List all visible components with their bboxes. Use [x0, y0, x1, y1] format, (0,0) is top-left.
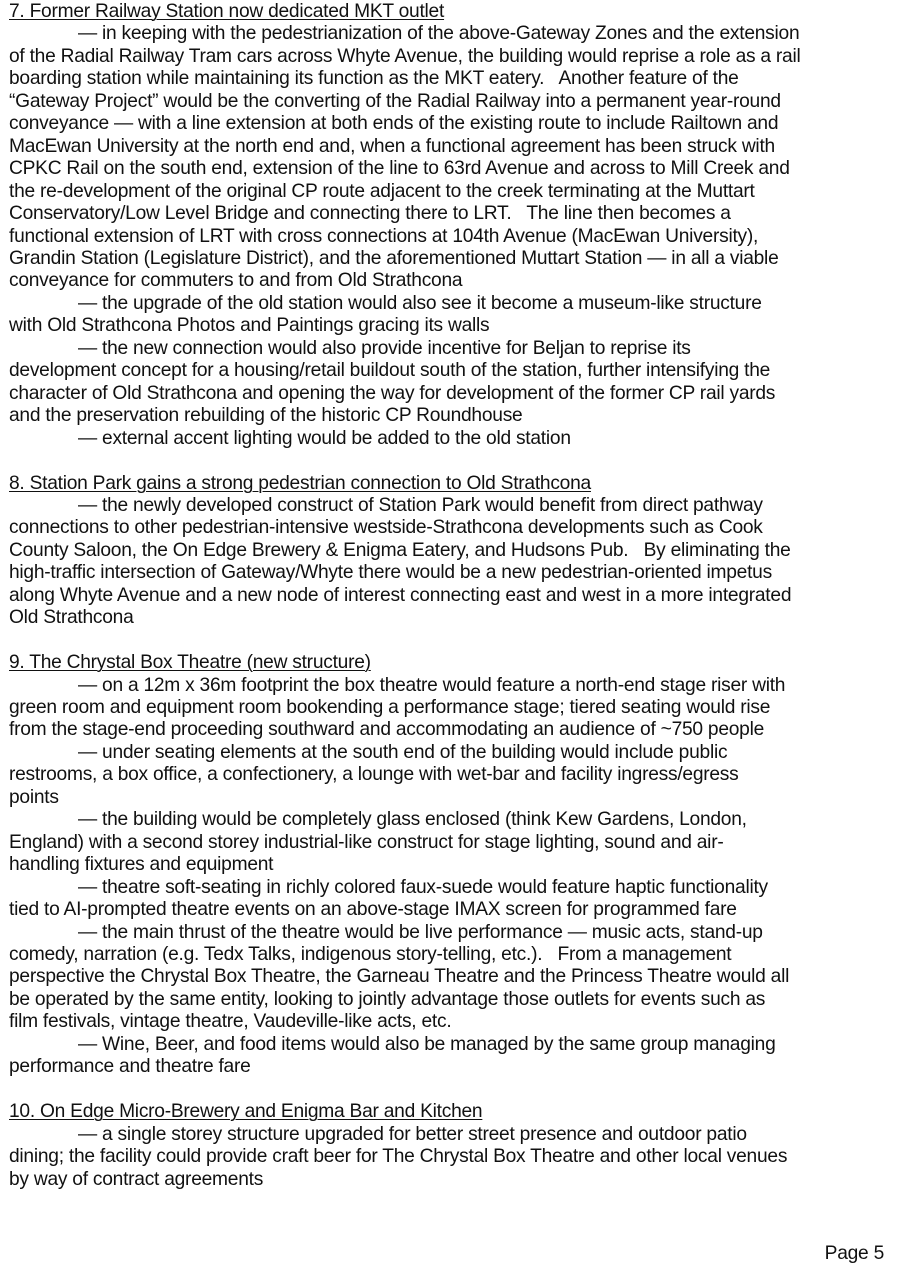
text-line: the re-development of the original CP route adjacent to the creek terminating at the Muttart — [9, 180, 755, 202]
text-line: character of Old Strathcona and opening the way for development of the former CP rail yards — [9, 382, 776, 404]
text-line: points — [9, 786, 59, 808]
section-heading: 10. On Edge Micro-Brewery and Enigma Bar and Kitchen — [9, 1101, 483, 1123]
text-line: — theatre soft-seating in richly colored faux-suede would feature haptic functionality — [78, 876, 768, 898]
paragraph — [9, 1124, 898, 1191]
text-line: by way of contract agreements — [9, 1168, 264, 1190]
text-line: green room and equipment room bookending a performance stage; tiered seating would rise — [9, 697, 771, 719]
document-section — [9, 1101, 898, 1191]
document-section — [9, 1, 898, 450]
section-spacer — [9, 630, 898, 652]
section-heading: 9. The Chrystal Box Theatre (new structure) — [9, 652, 371, 674]
text-line: high-traffic intersection of Gateway/Whyte there would be a new pedestrian-oriented impetus — [9, 562, 772, 584]
text-line: Old Strathcona — [9, 607, 134, 629]
text-line: perspective the Chrystal Box Theatre, the Garneau Theatre and the Princess Theatre would all — [9, 966, 790, 988]
text-line: England) with a second storey industrial-like construct for stage lighting, sound and air- — [9, 831, 724, 853]
text-line: of the Radial Railway Tram cars across Whyte Avenue, the building would reprise a role as a rail — [9, 45, 801, 67]
section-spacer — [9, 1079, 898, 1101]
text-line: with Old Strathcona Photos and Paintings gracing its walls — [9, 315, 490, 337]
text-line: MacEwan University at the north end and, when a functional agreement has been struck with — [9, 135, 775, 157]
text-line: dining; the facility could provide craft beer for The Chrystal Box Theatre and other local venues — [9, 1146, 788, 1168]
paragraph — [9, 23, 898, 292]
text-line: and the preservation rebuilding of the historic CP Roundhouse — [9, 405, 523, 427]
paragraph — [9, 338, 898, 428]
document-page — [9, 1, 898, 1191]
text-line: conveyance — with a line extension at both ends of the existing route to include Railtown and — [9, 113, 779, 135]
paragraph — [9, 293, 898, 338]
text-line: tied to AI-prompted theatre events on an above-stage IMAX screen for programmed fare — [9, 899, 737, 921]
text-line: boarding station while maintaining its function as the MKT eatery. Another feature of the — [9, 68, 739, 90]
text-line: — the newly developed construct of Station Park would benefit from direct pathway — [78, 494, 763, 516]
text-line: CPKC Rail on the south end, extension of the line to 63rd Avenue and across to Mill Creek and — [9, 158, 790, 180]
text-line: — external accent lighting would be added to the old station — [78, 427, 571, 449]
paragraph — [9, 428, 898, 450]
text-line: Conservatory/Low Level Bridge and connecting there to LRT. The line then becomes a — [9, 203, 731, 225]
text-line: conveyance for commuters to and from Old Strathcona — [9, 270, 463, 292]
text-line: — the upgrade of the old station would also see it become a museum-like structure — [78, 292, 762, 314]
text-line: restrooms, a box office, a confectionery, a lounge with wet-bar and facility ingress/egress — [9, 764, 739, 786]
text-line: — under seating elements at the south end of the building would include public — [78, 741, 728, 763]
document-section — [9, 473, 898, 630]
section-heading: 7. Former Railway Station now dedicated MKT outlet — [9, 1, 445, 22]
paragraph — [9, 742, 898, 809]
text-line: — the new connection would also provide incentive for Beljan to reprise its — [78, 337, 691, 359]
text-line: from the stage-end proceeding southward and accommodating an audience of ~750 people — [9, 719, 765, 741]
section-spacer — [9, 450, 898, 472]
text-line: — Wine, Beer, and food items would also be managed by the same group managing — [78, 1033, 776, 1055]
text-line: performance and theatre fare — [9, 1056, 251, 1078]
paragraph — [9, 809, 898, 876]
text-line: be operated by the same entity, looking to jointly advantage those outlets for events such as — [9, 988, 766, 1010]
text-line: — in keeping with the pedestrianization of the above-Gateway Zones and the extension — [78, 23, 800, 45]
paragraph — [9, 877, 898, 922]
paragraph — [9, 922, 898, 1034]
text-line: connections to other pedestrian-intensive westside-Strathcona developments such as Cook — [9, 517, 763, 539]
section-heading: 8. Station Park gains a strong pedestrian connection to Old Strathcona — [9, 472, 591, 494]
text-line: comedy, narration (e.g. Tedx Talks, indigenous story-telling, etc.). From a management — [9, 944, 732, 965]
text-line: County Saloon, the On Edge Brewery & Enigma Eatery, and Hudsons Pub. By eliminating the — [9, 539, 791, 561]
text-line: development concept for a housing/retail buildout south of the station, further intensifying the — [9, 360, 771, 382]
page-number: Page 5 — [824, 1243, 884, 1264]
text-line: — the building would be completely glass enclosed (think Kew Gardens, London, — [78, 809, 747, 831]
text-line: handling fixtures and equipment — [9, 854, 274, 876]
document-section — [9, 652, 898, 1079]
paragraph — [9, 1034, 898, 1079]
text-line: — a single storey structure upgraded for better street presence and outdoor patio — [78, 1123, 747, 1145]
text-line: functional extension of LRT with cross connections at 104th Avenue (MacEwan University), — [9, 225, 759, 247]
text-line: — on a 12m x 36m footprint the box theatre would feature a north-end stage riser with — [78, 674, 786, 696]
text-line: along Whyte Avenue and a new node of interest connecting east and west in a more integrated — [9, 584, 792, 606]
text-line: — the main thrust of the theatre would be live performance — music acts, stand-up — [78, 921, 763, 943]
text-line: Grandin Station (Legislature District), and the aforementioned Muttart Station — in all a viable — [9, 247, 779, 269]
paragraph — [9, 675, 898, 742]
text-line: “Gateway Project” would be the converting of the Radial Railway into a permanent year-round — [9, 90, 781, 112]
text-line: film festivals, vintage theatre, Vaudeville-like acts, etc. — [9, 1011, 452, 1033]
paragraph — [9, 495, 898, 630]
